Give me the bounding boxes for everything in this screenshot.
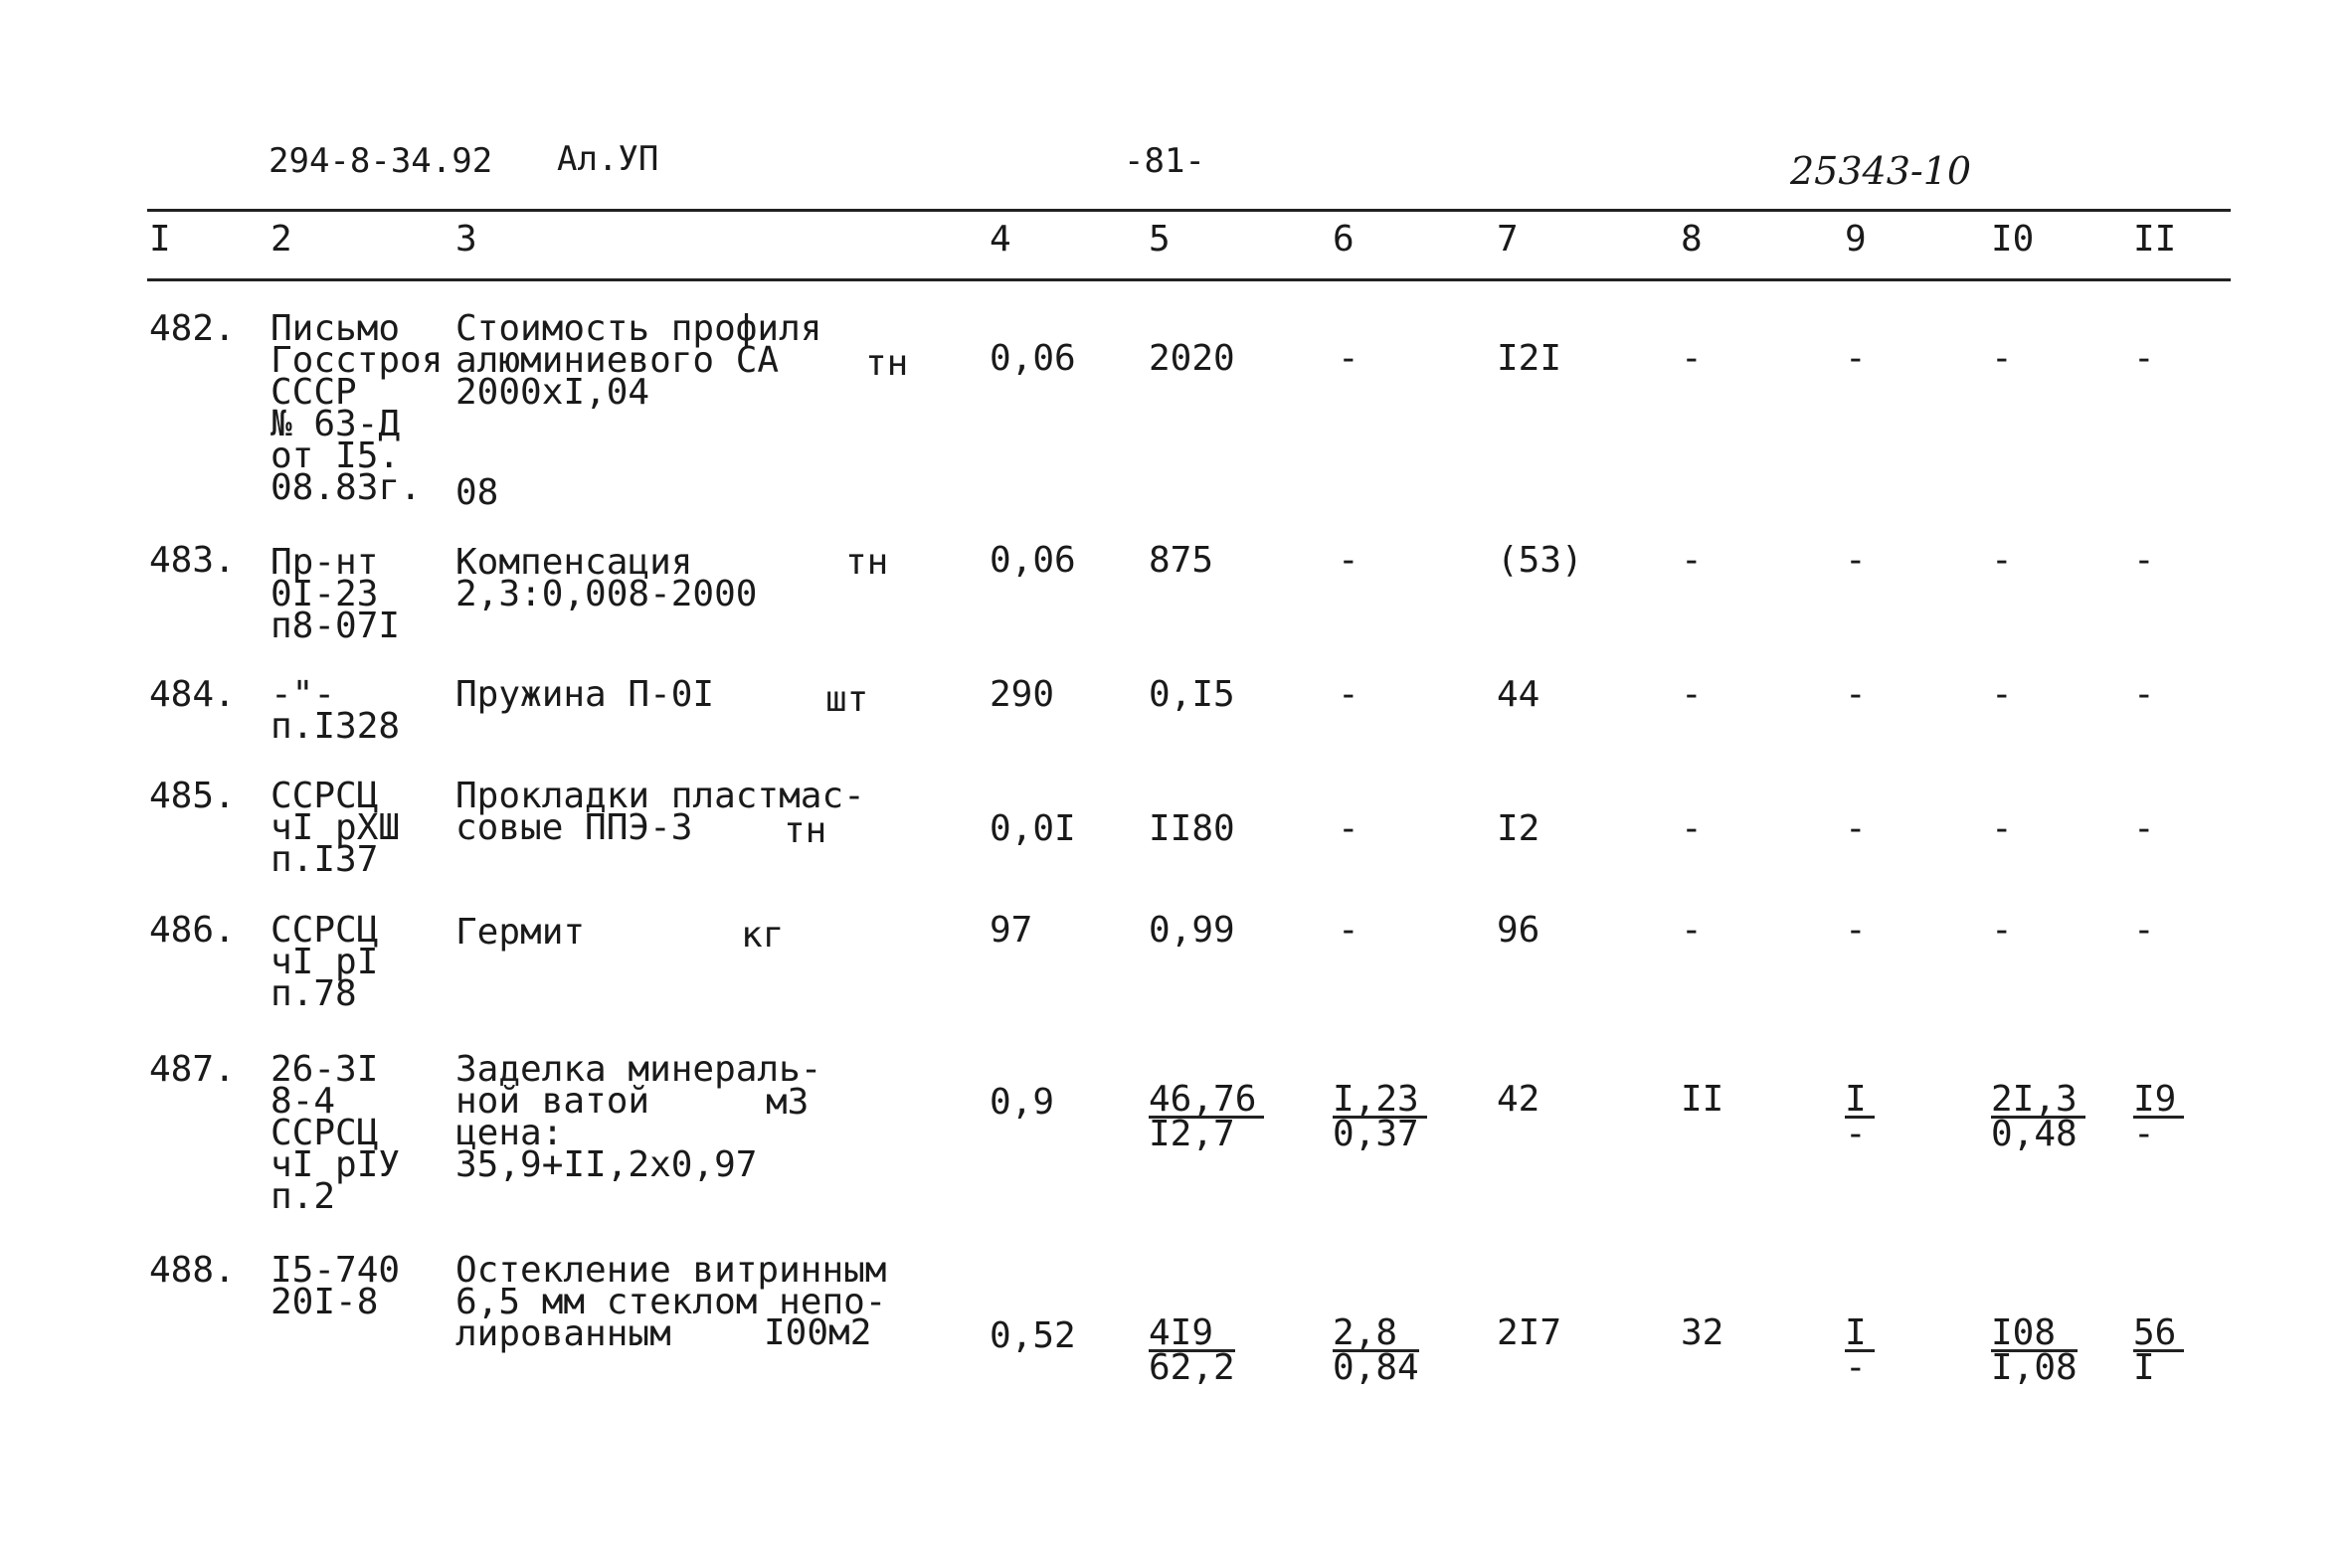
- cell-col6-fraction: [1333, 1312, 1419, 1388]
- source-reference: 26-3I 8-4 ССРСЦ чI рIУ п.2: [271, 1049, 401, 1217]
- column-number: 3: [455, 219, 477, 260]
- cell-col5-fraction: [1149, 1312, 1235, 1388]
- cell-col11: -: [2133, 674, 2155, 715]
- row-number: 482.: [149, 308, 236, 349]
- source-reference: ССРСЦ чI рI п.78: [271, 910, 379, 1014]
- cell-col6: -: [1338, 808, 1359, 849]
- fraction-denominator: 0,37: [1333, 1114, 1419, 1154]
- cell-col7: I2I: [1497, 338, 1562, 379]
- unit: тн: [784, 810, 827, 851]
- cell-col4: 0,52: [990, 1315, 1076, 1356]
- unit: тн: [865, 343, 909, 384]
- cell-col11: -: [2133, 910, 2155, 951]
- fraction-denominator: -: [2133, 1114, 2155, 1154]
- cell-col8: -: [1681, 910, 1703, 951]
- cell-col11: -: [2133, 808, 2155, 849]
- fraction-denominator: I,08: [1991, 1347, 2078, 1388]
- fraction-denominator: 62,2: [1149, 1347, 1235, 1388]
- fraction-denominator: I2,7: [1149, 1114, 1235, 1154]
- cell-col7: 44: [1497, 674, 1540, 715]
- cell-col10: -: [1991, 808, 2013, 849]
- cell-col5: 0,99: [1149, 910, 1235, 951]
- header-rule-top: [147, 209, 2231, 212]
- cell-col10: -: [1991, 910, 2013, 951]
- cell-col10: -: [1991, 674, 2013, 715]
- fraction-denominator: -: [1845, 1114, 1867, 1154]
- unit: кг: [741, 915, 785, 956]
- header-rule-bottom: [147, 278, 2231, 281]
- fraction-denominator: 0,48: [1991, 1114, 2078, 1154]
- fraction-numerator: 4I9: [1149, 1317, 1235, 1352]
- album-label: Ал.УП: [557, 139, 659, 179]
- cell-col6-fraction: [1333, 1079, 1427, 1154]
- fraction-numerator: I: [1845, 1084, 1875, 1119]
- fraction-numerator: I,23: [1333, 1084, 1427, 1119]
- fraction-numerator: I: [1845, 1317, 1875, 1352]
- row-number: 486.: [149, 910, 236, 951]
- cell-col8: -: [1681, 540, 1703, 581]
- cell-col4: 0,06: [990, 540, 1076, 581]
- cell-col11: -: [2133, 338, 2155, 379]
- column-number: II: [2133, 219, 2177, 260]
- cell-col10: -: [1991, 338, 2013, 379]
- fraction-denominator: 0,84: [1333, 1347, 1419, 1388]
- cell-col5: 875: [1149, 540, 1214, 581]
- cell-col8: -: [1681, 674, 1703, 715]
- source-reference: ССРСЦ чI рХШ п.I37: [271, 776, 401, 880]
- cell-col6: -: [1338, 910, 1359, 951]
- column-number: 4: [990, 219, 1011, 260]
- row-number: 485.: [149, 776, 236, 816]
- cell-col8: -: [1681, 338, 1703, 379]
- unit: тн: [845, 542, 889, 583]
- cell-col11-fraction: [2133, 1079, 2184, 1154]
- item-description-extra: 08: [455, 472, 499, 513]
- cell-col11: -: [2133, 540, 2155, 581]
- document-code: 294-8-34.92: [269, 141, 493, 181]
- cell-col8: -: [1681, 808, 1703, 849]
- column-number: 8: [1681, 219, 1703, 260]
- row-number: 487.: [149, 1049, 236, 1090]
- cell-col8: II: [1681, 1079, 1724, 1120]
- cell-col5-fraction: [1149, 1079, 1264, 1154]
- cell-col9: -: [1845, 338, 1867, 379]
- fraction-denominator: -: [1845, 1347, 1867, 1388]
- cell-col11-fraction: [2133, 1312, 2184, 1388]
- cell-col10: -: [1991, 540, 2013, 581]
- cell-col9: -: [1845, 808, 1867, 849]
- source-reference: I5-740 20I-8: [271, 1250, 401, 1322]
- fraction-numerator: 56: [2133, 1317, 2184, 1352]
- row-number: 483.: [149, 540, 236, 581]
- source-reference: Письмо Госстроя СССР № 63-Д от I5. 08.83г.: [271, 308, 444, 508]
- cell-col4: 97: [990, 910, 1033, 951]
- column-number: 2: [271, 219, 292, 260]
- cell-col4: 0,9: [990, 1082, 1055, 1123]
- item-description: Компенсация 2,3:0,008-2000: [455, 542, 758, 614]
- item-description: Прокладки пластмас- совые ППЭ-3: [455, 776, 865, 848]
- cell-col6: -: [1338, 338, 1359, 379]
- cell-col6: -: [1338, 674, 1359, 715]
- column-number: 9: [1845, 219, 1867, 260]
- item-description: Пружина П-0I: [455, 674, 715, 715]
- row-number: 488.: [149, 1250, 236, 1291]
- column-number: 7: [1497, 219, 1519, 260]
- cell-col5: II80: [1149, 808, 1235, 849]
- cell-col9-fraction: [1845, 1079, 1875, 1154]
- fraction-numerator: 2I,3: [1991, 1084, 2085, 1119]
- unit: I00м2: [764, 1312, 872, 1353]
- column-number: 6: [1333, 219, 1355, 260]
- cell-col5: 2020: [1149, 338, 1235, 379]
- row-number: 484.: [149, 674, 236, 715]
- cell-col9: -: [1845, 674, 1867, 715]
- cell-col4: 0,06: [990, 338, 1076, 379]
- column-number: I: [149, 219, 171, 260]
- source-reference: -"- п.I328: [271, 674, 401, 747]
- cell-col9: -: [1845, 910, 1867, 951]
- cell-col5: 0,I5: [1149, 674, 1235, 715]
- column-number: 5: [1149, 219, 1171, 260]
- column-number: I0: [1991, 219, 2035, 260]
- item-description: Стоимость профиля алюминиевого СА 2000xI,04: [455, 308, 822, 413]
- cell-col7: (53): [1497, 540, 1583, 581]
- cell-col10-fraction: [1991, 1312, 2078, 1388]
- fraction-numerator: 46,76: [1149, 1084, 1264, 1119]
- item-description: Остекление витринным 6,5 мм стеклом непо- лированным: [455, 1250, 887, 1354]
- cell-col8: 32: [1681, 1312, 1724, 1353]
- page-number: -81-: [1124, 141, 1205, 181]
- unit: шт: [825, 679, 869, 720]
- cell-col7: 42: [1497, 1079, 1540, 1120]
- cell-col7: I2: [1497, 808, 1540, 849]
- item-description: Заделка минераль- ной ватой цена: 35,9+II,2x0,97: [455, 1049, 822, 1185]
- cell-col7: 96: [1497, 910, 1540, 951]
- cell-col4: 0,0I: [990, 808, 1076, 849]
- fraction-denominator: I: [2133, 1347, 2155, 1388]
- cell-col10-fraction: [1991, 1079, 2085, 1154]
- fraction-numerator: I9: [2133, 1084, 2184, 1119]
- cell-col9-fraction: [1845, 1312, 1875, 1388]
- fraction-numerator: I08: [1991, 1317, 2078, 1352]
- cell-col7: 2I7: [1497, 1312, 1562, 1353]
- sheet-number: 25343-10: [1790, 149, 1972, 193]
- cell-col6: -: [1338, 540, 1359, 581]
- fraction-numerator: 2,8: [1333, 1317, 1419, 1352]
- unit: м3: [766, 1082, 810, 1123]
- source-reference: Пр-нт 0I-23 п8-07I: [271, 542, 401, 646]
- cell-col4: 290: [990, 674, 1055, 715]
- cell-col9: -: [1845, 540, 1867, 581]
- item-description: Гермит: [455, 912, 586, 953]
